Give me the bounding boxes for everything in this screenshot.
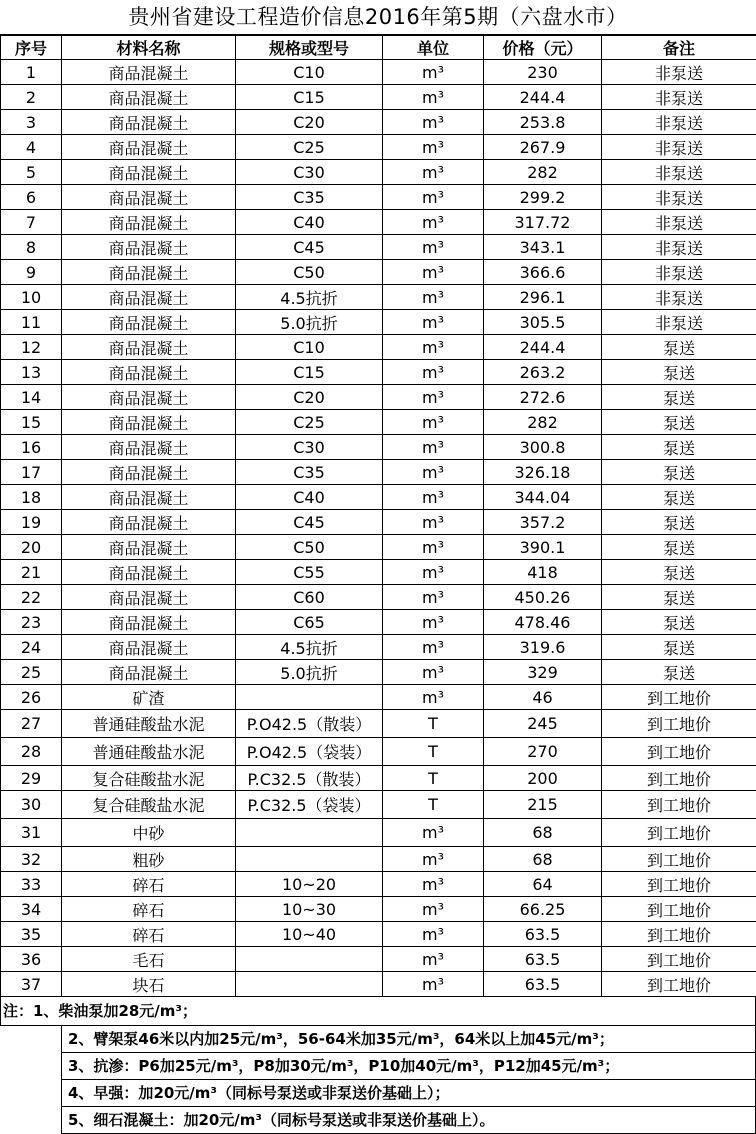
table-body: [1, 60, 756, 997]
col-header-material: 材料名称: [62, 36, 236, 60]
header-row: [1, 36, 756, 60]
sheet-title: 贵州省建设工程造价信息2016年第5期（六盘水市）: [0, 0, 756, 35]
cell-index: 21: [1, 560, 62, 585]
cell-index: 33: [1, 872, 62, 897]
cell-remark: 到工地价: [602, 710, 756, 738]
cell-spec: C50: [236, 260, 383, 285]
cell-spec: P.O42.5（散装）: [236, 710, 383, 738]
cell-price: 270: [484, 738, 602, 766]
cell-index: 15: [1, 410, 62, 435]
note-item: 2、臂架泵46米以内加25元/m³，56-64米加35元/m³，64米以上加45元/m³；: [61, 1026, 756, 1053]
table-row: [1, 335, 756, 360]
cell-unit: m³: [383, 385, 484, 410]
table-row: [1, 791, 756, 819]
cell-spec: C20: [236, 385, 383, 410]
cell-material: 商品混凝土: [62, 385, 236, 410]
cell-price: 478.46: [484, 610, 602, 635]
cell-material: 商品混凝土: [62, 210, 236, 235]
cell-unit: m³: [383, 460, 484, 485]
cell-index: 18: [1, 485, 62, 510]
cell-spec: C20: [236, 110, 383, 135]
cell-material: 商品混凝土: [62, 410, 236, 435]
cell-material: 矿渣: [62, 685, 236, 710]
cell-index: 25: [1, 660, 62, 685]
cell-remark: 到工地价: [602, 897, 756, 922]
table-row: [1, 60, 756, 85]
cell-unit: m³: [383, 260, 484, 285]
cell-index: 26: [1, 685, 62, 710]
cell-material: 毛石: [62, 947, 236, 972]
table-row: [1, 185, 756, 210]
cell-index: 9: [1, 260, 62, 285]
cell-unit: m³: [383, 947, 484, 972]
table-row: [1, 210, 756, 235]
table-row: [1, 819, 756, 847]
cell-spec: [236, 972, 383, 997]
col-header-spec: 规格或型号: [236, 36, 383, 60]
cell-spec: [236, 819, 383, 847]
cell-remark: 到工地价: [602, 738, 756, 766]
cell-remark: 泵送: [602, 460, 756, 485]
cell-material: 商品混凝土: [62, 135, 236, 160]
note-item: 4、早强：加20元/m³（同标号泵送或非泵送价基础上）；: [61, 1080, 756, 1107]
cell-index: 3: [1, 110, 62, 135]
table-row: [1, 710, 756, 738]
cell-price: 300.8: [484, 435, 602, 460]
cell-unit: T: [383, 738, 484, 766]
cell-spec: C50: [236, 535, 383, 560]
cell-unit: m³: [383, 585, 484, 610]
cell-spec: 10~40: [236, 922, 383, 947]
col-header-unit: 单位: [383, 36, 484, 60]
cell-material: 碎石: [62, 897, 236, 922]
cell-remark: 非泵送: [602, 135, 756, 160]
cell-material: 商品混凝土: [62, 310, 236, 335]
cell-spec: C40: [236, 485, 383, 510]
table-row: [1, 847, 756, 872]
table-row: [1, 510, 756, 535]
col-header-remark: 备注: [602, 36, 756, 60]
table-row: [1, 947, 756, 972]
cell-price: 326.18: [484, 460, 602, 485]
col-header-index: 序号: [1, 36, 62, 60]
cell-unit: m³: [383, 819, 484, 847]
cell-unit: m³: [383, 872, 484, 897]
cell-spec: 4.5抗折: [236, 635, 383, 660]
table-row: [1, 435, 756, 460]
cell-spec: P.C32.5（袋装）: [236, 791, 383, 819]
table-row: [1, 410, 756, 435]
cell-spec: C15: [236, 360, 383, 385]
cell-remark: 泵送: [602, 435, 756, 460]
cell-spec: C45: [236, 510, 383, 535]
cell-index: 17: [1, 460, 62, 485]
cell-index: 7: [1, 210, 62, 235]
cell-unit: m³: [383, 110, 484, 135]
cell-material: 碎石: [62, 872, 236, 897]
cell-price: 272.6: [484, 385, 602, 410]
cell-remark: 非泵送: [602, 310, 756, 335]
cell-unit: m³: [383, 85, 484, 110]
cell-price: 244.4: [484, 85, 602, 110]
note-item: 注：1、柴油泵加28元/m³；: [0, 997, 756, 1026]
cell-spec: C25: [236, 135, 383, 160]
cell-remark: 泵送: [602, 335, 756, 360]
cell-price: 344.04: [484, 485, 602, 510]
cell-index: 34: [1, 897, 62, 922]
cell-remark: 非泵送: [602, 85, 756, 110]
table-row: [1, 585, 756, 610]
cell-unit: m³: [383, 510, 484, 535]
cell-index: 30: [1, 791, 62, 819]
cell-material: 商品混凝土: [62, 185, 236, 210]
cell-price: 366.6: [484, 260, 602, 285]
cell-spec: C30: [236, 435, 383, 460]
cell-remark: 泵送: [602, 410, 756, 435]
table-row: [1, 766, 756, 791]
cell-spec: C45: [236, 235, 383, 260]
cell-material: 商品混凝土: [62, 585, 236, 610]
cell-unit: m³: [383, 660, 484, 685]
cell-remark: 泵送: [602, 635, 756, 660]
cell-material: 商品混凝土: [62, 660, 236, 685]
note-item: 3、抗渗：P6加25元/m³，P8加30元/m³，P10加40元/m³，P12加45元/m³；: [61, 1053, 756, 1080]
cell-spec: P.O42.5（袋装）: [236, 738, 383, 766]
cell-price: 253.8: [484, 110, 602, 135]
cell-index: 2: [1, 85, 62, 110]
cell-unit: m³: [383, 310, 484, 335]
cell-spec: P.C32.5（散装）: [236, 766, 383, 791]
cell-material: 碎石: [62, 922, 236, 947]
cell-remark: 非泵送: [602, 60, 756, 85]
note-item: 5、细石混凝土：加20元/m³（同标号泵送或非泵送价基础上）。: [61, 1107, 756, 1134]
table-row: [1, 85, 756, 110]
cell-material: 商品混凝土: [62, 60, 236, 85]
cell-index: 4: [1, 135, 62, 160]
table-row: [1, 972, 756, 997]
cell-material: 普通硅酸盐水泥: [62, 710, 236, 738]
cell-unit: m³: [383, 360, 484, 385]
cell-price: 230: [484, 60, 602, 85]
cell-unit: m³: [383, 485, 484, 510]
cell-remark: 到工地价: [602, 847, 756, 872]
cell-material: 商品混凝土: [62, 635, 236, 660]
cell-price: 282: [484, 410, 602, 435]
cell-price: 63.5: [484, 922, 602, 947]
table-row: [1, 485, 756, 510]
cell-spec: C35: [236, 460, 383, 485]
table-row: [1, 235, 756, 260]
cell-remark: 非泵送: [602, 110, 756, 135]
cell-unit: m³: [383, 160, 484, 185]
table-row: [1, 535, 756, 560]
table-row: [1, 922, 756, 947]
cell-unit: m³: [383, 685, 484, 710]
cell-unit: T: [383, 766, 484, 791]
cell-material: 商品混凝土: [62, 535, 236, 560]
cell-index: 11: [1, 310, 62, 335]
cell-spec: C55: [236, 560, 383, 585]
cell-price: 305.5: [484, 310, 602, 335]
cell-index: 32: [1, 847, 62, 872]
table-row: [1, 660, 756, 685]
cell-index: 14: [1, 385, 62, 410]
cell-unit: m³: [383, 210, 484, 235]
cell-price: 63.5: [484, 947, 602, 972]
cell-index: 13: [1, 360, 62, 385]
cell-price: 215: [484, 791, 602, 819]
cell-index: 23: [1, 610, 62, 635]
cell-material: 商品混凝土: [62, 335, 236, 360]
cell-unit: m³: [383, 847, 484, 872]
cell-price: 267.9: [484, 135, 602, 160]
cell-spec: C35: [236, 185, 383, 210]
cell-remark: 泵送: [602, 560, 756, 585]
cell-material: 商品混凝土: [62, 260, 236, 285]
cell-price: 357.2: [484, 510, 602, 535]
cell-spec: C25: [236, 410, 383, 435]
table-row: [1, 385, 756, 410]
price-table: [0, 35, 756, 997]
cell-index: 29: [1, 766, 62, 791]
cell-spec: C40: [236, 210, 383, 235]
cell-price: 63.5: [484, 972, 602, 997]
cell-unit: m³: [383, 435, 484, 460]
cell-spec: C60: [236, 585, 383, 610]
cell-unit: m³: [383, 135, 484, 160]
cell-price: 245: [484, 710, 602, 738]
cell-unit: m³: [383, 922, 484, 947]
table-row: [1, 260, 756, 285]
cell-remark: 泵送: [602, 485, 756, 510]
cell-remark: 泵送: [602, 535, 756, 560]
cell-index: 27: [1, 710, 62, 738]
cell-spec: C10: [236, 60, 383, 85]
cell-remark: 到工地价: [602, 922, 756, 947]
table-row: [1, 135, 756, 160]
table-row: [1, 110, 756, 135]
cell-index: 8: [1, 235, 62, 260]
cell-price: 68: [484, 819, 602, 847]
cell-unit: T: [383, 710, 484, 738]
cell-remark: 非泵送: [602, 185, 756, 210]
cell-price: 66.25: [484, 897, 602, 922]
cell-unit: m³: [383, 185, 484, 210]
cell-remark: 非泵送: [602, 285, 756, 310]
cell-material: 块石: [62, 972, 236, 997]
cell-material: 中砂: [62, 819, 236, 847]
cell-remark: 到工地价: [602, 819, 756, 847]
cell-unit: m³: [383, 60, 484, 85]
cell-price: 244.4: [484, 335, 602, 360]
cell-price: 64: [484, 872, 602, 897]
col-header-price: 价格（元）: [484, 36, 602, 60]
cell-remark: 到工地价: [602, 766, 756, 791]
cell-index: 6: [1, 185, 62, 210]
cell-spec: 10~30: [236, 897, 383, 922]
cell-unit: m³: [383, 235, 484, 260]
cell-material: 商品混凝土: [62, 160, 236, 185]
cell-price: 200: [484, 766, 602, 791]
table-row: [1, 285, 756, 310]
cell-material: 商品混凝土: [62, 235, 236, 260]
cell-index: 35: [1, 922, 62, 947]
table-row: [1, 560, 756, 585]
cell-remark: 泵送: [602, 610, 756, 635]
cell-unit: m³: [383, 897, 484, 922]
cell-index: 37: [1, 972, 62, 997]
table-row: [1, 685, 756, 710]
cell-index: 20: [1, 535, 62, 560]
cell-unit: m³: [383, 410, 484, 435]
cell-material: 商品混凝土: [62, 85, 236, 110]
cell-unit: m³: [383, 285, 484, 310]
cell-index: 19: [1, 510, 62, 535]
cell-material: 复合硅酸盐水泥: [62, 791, 236, 819]
cell-unit: m³: [383, 635, 484, 660]
notes-section: [0, 997, 756, 1134]
cell-unit: T: [383, 791, 484, 819]
cell-price: 450.26: [484, 585, 602, 610]
cell-price: 263.2: [484, 360, 602, 385]
cell-material: 商品混凝土: [62, 560, 236, 585]
cell-index: 24: [1, 635, 62, 660]
cell-price: 390.1: [484, 535, 602, 560]
table-row: [1, 160, 756, 185]
table-row: [1, 460, 756, 485]
cell-unit: m³: [383, 972, 484, 997]
table-row: [1, 872, 756, 897]
cell-remark: 非泵送: [602, 210, 756, 235]
cell-index: 1: [1, 60, 62, 85]
cell-spec: 10~20: [236, 872, 383, 897]
cell-index: 16: [1, 435, 62, 460]
cell-remark: 到工地价: [602, 872, 756, 897]
cell-index: 31: [1, 819, 62, 847]
cell-spec: [236, 685, 383, 710]
cell-remark: 非泵送: [602, 235, 756, 260]
cell-material: 商品混凝土: [62, 285, 236, 310]
cell-material: 商品混凝土: [62, 360, 236, 385]
cell-unit: m³: [383, 535, 484, 560]
cell-index: 5: [1, 160, 62, 185]
cell-material: 商品混凝土: [62, 610, 236, 635]
cell-price: 282: [484, 160, 602, 185]
cell-spec: C30: [236, 160, 383, 185]
cell-unit: m³: [383, 610, 484, 635]
cell-spec: 5.0抗折: [236, 660, 383, 685]
table-row: [1, 738, 756, 766]
cell-index: 36: [1, 947, 62, 972]
cell-remark: 泵送: [602, 660, 756, 685]
table-row: [1, 635, 756, 660]
cell-material: 商品混凝土: [62, 435, 236, 460]
cell-spec: 4.5抗折: [236, 285, 383, 310]
cell-remark: 到工地价: [602, 791, 756, 819]
cell-material: 商品混凝土: [62, 460, 236, 485]
cell-price: 343.1: [484, 235, 602, 260]
cell-spec: C15: [236, 85, 383, 110]
cell-price: 46: [484, 685, 602, 710]
cell-price: 296.1: [484, 285, 602, 310]
cell-price: 418: [484, 560, 602, 585]
cell-remark: 非泵送: [602, 160, 756, 185]
cell-spec: C10: [236, 335, 383, 360]
table-row: [1, 310, 756, 335]
cell-material: 商品混凝土: [62, 110, 236, 135]
cell-spec: C65: [236, 610, 383, 635]
cell-spec: 5.0抗折: [236, 310, 383, 335]
cell-price: 329: [484, 660, 602, 685]
cell-spec: [236, 947, 383, 972]
table-row: [1, 360, 756, 385]
cell-remark: 非泵送: [602, 260, 756, 285]
cell-remark: 到工地价: [602, 972, 756, 997]
cell-remark: 到工地价: [602, 947, 756, 972]
cell-index: 10: [1, 285, 62, 310]
table-row: [1, 897, 756, 922]
cell-material: 普通硅酸盐水泥: [62, 738, 236, 766]
cell-remark: 泵送: [602, 510, 756, 535]
cell-price: 68: [484, 847, 602, 872]
cell-index: 12: [1, 335, 62, 360]
cell-unit: m³: [383, 560, 484, 585]
table-row: [1, 610, 756, 635]
cell-material: 复合硅酸盐水泥: [62, 766, 236, 791]
cell-spec: [236, 847, 383, 872]
cell-index: 22: [1, 585, 62, 610]
cell-material: 商品混凝土: [62, 485, 236, 510]
cell-price: 299.2: [484, 185, 602, 210]
cell-unit: m³: [383, 335, 484, 360]
cell-remark: 泵送: [602, 385, 756, 410]
cell-material: 粗砂: [62, 847, 236, 872]
cell-remark: 泵送: [602, 585, 756, 610]
cell-remark: 泵送: [602, 360, 756, 385]
cell-material: 商品混凝土: [62, 510, 236, 535]
cell-remark: 到工地价: [602, 685, 756, 710]
cell-index: 28: [1, 738, 62, 766]
cell-price: 319.6: [484, 635, 602, 660]
cell-price: 317.72: [484, 210, 602, 235]
